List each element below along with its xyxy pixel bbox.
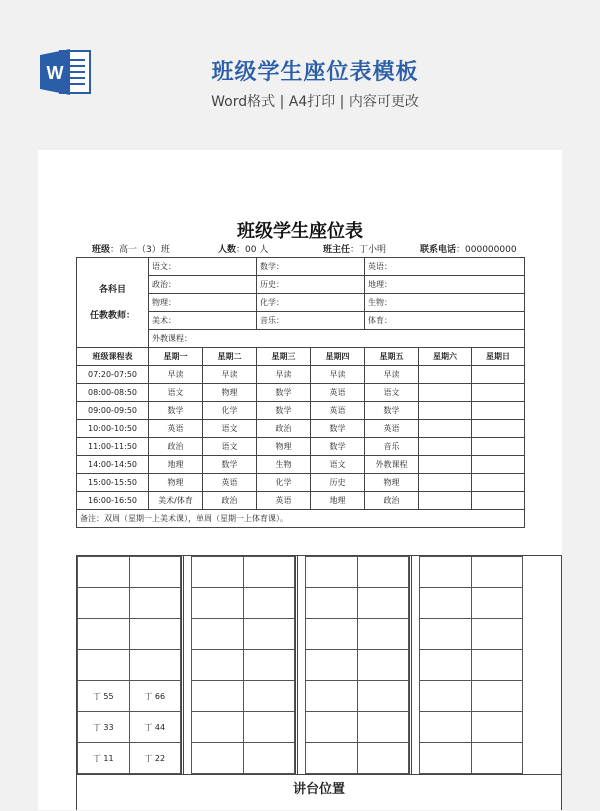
- course-cell[interactable]: [419, 366, 472, 384]
- seat-cell[interactable]: [471, 588, 523, 619]
- course-cell[interactable]: 早读: [311, 366, 365, 384]
- seat-cell[interactable]: [129, 619, 181, 650]
- seat-cell[interactable]: [243, 650, 295, 681]
- course-cell[interactable]: [419, 438, 472, 456]
- page-subtitle: Word格式 | A4打印 | 内容可更改: [211, 94, 419, 110]
- teacher-cell[interactable]: 语文：: [149, 258, 257, 276]
- teacher-cell[interactable]: 英语：: [365, 258, 525, 276]
- seat-cell[interactable]: [357, 619, 409, 650]
- course-cell[interactable]: 数学: [311, 420, 365, 438]
- teachers-side-label: 各科目 任教教师：: [77, 258, 149, 348]
- seat-cell[interactable]: [192, 557, 244, 588]
- seat-cell[interactable]: [306, 588, 358, 619]
- time-slot-cell: 16:00-16:50: [77, 492, 149, 510]
- course-cell[interactable]: [419, 456, 472, 474]
- course-cell[interactable]: 英语: [257, 492, 311, 510]
- seat-cell[interactable]: [129, 650, 181, 681]
- schedule-row: [77, 492, 525, 510]
- schedule-header-cell: 星期六: [419, 348, 472, 366]
- seat-cell[interactable]: [357, 557, 409, 588]
- seat-cell[interactable]: [420, 681, 472, 712]
- course-cell[interactable]: [419, 420, 472, 438]
- course-cell[interactable]: 物理: [365, 474, 419, 492]
- course-cell[interactable]: 政治: [257, 420, 311, 438]
- seat-cell[interactable]: [420, 712, 472, 743]
- teacher-cell[interactable]: 化学：: [257, 294, 365, 312]
- aisle-divider: [181, 556, 184, 774]
- course-cell[interactable]: 数学: [365, 402, 419, 420]
- podium-label: 讲台位置: [77, 774, 561, 811]
- course-cell[interactable]: 音乐: [365, 438, 419, 456]
- seat-cell[interactable]: 丁 11: [78, 743, 130, 774]
- course-cell[interactable]: 数学: [257, 402, 311, 420]
- seat-cell[interactable]: [306, 743, 358, 774]
- teacher-cell[interactable]: 音乐：: [257, 312, 365, 330]
- time-slot-cell: 10:00-10:50: [77, 420, 149, 438]
- schedule-note: 备注：双周（星期一上美术课），单周（星期一上体育课）。: [77, 510, 525, 528]
- course-cell[interactable]: 美术/体育: [149, 492, 203, 510]
- phone-field: 联系电话：000000000: [420, 245, 517, 255]
- seat-cell[interactable]: [306, 557, 358, 588]
- course-cell[interactable]: 数学: [149, 402, 203, 420]
- seat-group-2: [191, 556, 295, 774]
- seat-cell[interactable]: [192, 588, 244, 619]
- seat-cell[interactable]: [243, 681, 295, 712]
- course-cell[interactable]: 英语: [365, 420, 419, 438]
- seat-cell[interactable]: [243, 743, 295, 774]
- time-slot-cell: 14:00-14:50: [77, 456, 149, 474]
- course-cell[interactable]: 语文: [203, 420, 257, 438]
- schedule-header-cell: 班级课程表: [77, 348, 149, 366]
- course-cell[interactable]: 早读: [203, 366, 257, 384]
- seat-group-3: [305, 556, 409, 774]
- seat-cell[interactable]: [471, 650, 523, 681]
- schedule-header-cell: 星期三: [257, 348, 311, 366]
- seat-cell[interactable]: [357, 681, 409, 712]
- svg-text:W: W: [46, 63, 64, 83]
- course-cell[interactable]: 地理: [311, 492, 365, 510]
- teacher-cell[interactable]: 生物：: [365, 294, 525, 312]
- teacher-cell[interactable]: 政治：: [149, 276, 257, 294]
- course-cell[interactable]: 化学: [203, 402, 257, 420]
- seat-cell[interactable]: [420, 557, 472, 588]
- seat-cell[interactable]: [471, 557, 523, 588]
- seat-cell[interactable]: [306, 681, 358, 712]
- seat-cell[interactable]: [78, 557, 130, 588]
- seat-cell[interactable]: [357, 743, 409, 774]
- seat-cell[interactable]: [78, 588, 130, 619]
- aisle-divider: [409, 556, 412, 774]
- teachers-and-schedule-table: [76, 257, 525, 528]
- course-cell[interactable]: [472, 384, 525, 402]
- seat-cell[interactable]: [129, 557, 181, 588]
- class-info-row: [38, 242, 562, 256]
- seat-cell[interactable]: [420, 743, 472, 774]
- course-cell[interactable]: [472, 456, 525, 474]
- document-page: [38, 150, 562, 810]
- time-slot-cell: 09:00-09:50: [77, 402, 149, 420]
- seat-cell[interactable]: [243, 557, 295, 588]
- schedule-header-cell: 星期五: [365, 348, 419, 366]
- seat-cell[interactable]: [420, 588, 472, 619]
- course-cell[interactable]: 英语: [311, 402, 365, 420]
- time-slot-cell: 07:20-07:50: [77, 366, 149, 384]
- course-cell[interactable]: 物理: [257, 438, 311, 456]
- seat-cell[interactable]: [243, 712, 295, 743]
- schedule-header-cell: 星期四: [311, 348, 365, 366]
- document-title: 班级学生座位表: [237, 221, 363, 242]
- seat-cell[interactable]: [306, 650, 358, 681]
- seat-cell[interactable]: [471, 743, 523, 774]
- schedule-row: [77, 366, 525, 384]
- seat-cell[interactable]: 丁 22: [129, 743, 181, 774]
- course-cell[interactable]: 历史: [311, 474, 365, 492]
- seat-cell[interactable]: 丁 33: [78, 712, 130, 743]
- seat-cell[interactable]: [129, 588, 181, 619]
- course-cell[interactable]: [419, 474, 472, 492]
- schedule-row: [77, 402, 525, 420]
- aisle-divider: [295, 556, 298, 774]
- course-cell[interactable]: 英语: [203, 474, 257, 492]
- student-count-field: 人数：00 人: [218, 245, 269, 255]
- course-cell[interactable]: 数学: [311, 438, 365, 456]
- course-cell[interactable]: [472, 492, 525, 510]
- teacher-cell[interactable]: 美术：: [149, 312, 257, 330]
- course-cell[interactable]: [472, 474, 525, 492]
- seat-group-1: [77, 556, 181, 774]
- time-slot-cell: 11:00-11:50: [77, 438, 149, 456]
- seat-cell[interactable]: [420, 619, 472, 650]
- course-cell[interactable]: 英语: [311, 384, 365, 402]
- seat-cell[interactable]: [357, 650, 409, 681]
- head-teacher-field: 班主任：丁小明: [323, 245, 387, 255]
- course-cell[interactable]: 政治: [365, 492, 419, 510]
- schedule-row: [77, 456, 525, 474]
- course-cell[interactable]: 早读: [365, 366, 419, 384]
- course-cell[interactable]: 语文: [149, 384, 203, 402]
- schedule-row: [77, 384, 525, 402]
- schedule-row: [77, 438, 525, 456]
- seat-cell[interactable]: [243, 588, 295, 619]
- teacher-cell[interactable]: 地理：: [365, 276, 525, 294]
- teacher-cell[interactable]: 数学：: [257, 258, 365, 276]
- course-cell[interactable]: 早读: [149, 366, 203, 384]
- schedule-row: [77, 420, 525, 438]
- seat-group-4: [419, 556, 523, 774]
- seat-cell[interactable]: [192, 619, 244, 650]
- time-slot-cell: 15:00-15:50: [77, 474, 149, 492]
- seat-cell[interactable]: [78, 650, 130, 681]
- seat-cell[interactable]: [192, 681, 244, 712]
- schedule-header-cell: 星期二: [203, 348, 257, 366]
- foreign-course-cell[interactable]: 外教课程：: [149, 330, 525, 348]
- seat-cell[interactable]: [357, 588, 409, 619]
- course-cell[interactable]: [419, 492, 472, 510]
- seat-cell[interactable]: [306, 619, 358, 650]
- course-cell[interactable]: [419, 402, 472, 420]
- seat-cell[interactable]: [306, 712, 358, 743]
- course-cell[interactable]: 语文: [311, 456, 365, 474]
- course-cell[interactable]: [472, 402, 525, 420]
- seat-cell[interactable]: [243, 619, 295, 650]
- course-cell[interactable]: 化学: [257, 474, 311, 492]
- course-cell[interactable]: 外教课程: [365, 456, 419, 474]
- time-slot-cell: 08:00-08:50: [77, 384, 149, 402]
- course-cell[interactable]: 语文: [365, 384, 419, 402]
- schedule-header-cell: 星期日: [472, 348, 525, 366]
- schedule-row: [77, 474, 525, 492]
- course-cell[interactable]: 地理: [149, 456, 203, 474]
- teacher-cell[interactable]: 体育：: [365, 312, 525, 330]
- course-cell[interactable]: 政治: [203, 492, 257, 510]
- schedule-table: [77, 348, 525, 510]
- seat-cell[interactable]: 丁 55: [78, 681, 130, 712]
- course-cell[interactable]: 物理: [149, 474, 203, 492]
- seat-cell[interactable]: 丁 66: [129, 681, 181, 712]
- seat-cell[interactable]: [192, 712, 244, 743]
- seating-chart: [76, 555, 562, 810]
- page-title: 班级学生座位表模板: [211, 60, 419, 85]
- seat-cell[interactable]: [357, 712, 409, 743]
- course-cell[interactable]: [472, 366, 525, 384]
- seat-cell[interactable]: [192, 743, 244, 774]
- teacher-cell[interactable]: 物理：: [149, 294, 257, 312]
- course-cell[interactable]: 生物: [257, 456, 311, 474]
- course-cell[interactable]: 政治: [149, 438, 203, 456]
- seat-cell[interactable]: [420, 650, 472, 681]
- seat-cell[interactable]: 丁 44: [129, 712, 181, 743]
- course-cell[interactable]: 英语: [149, 420, 203, 438]
- course-cell[interactable]: 早读: [257, 366, 311, 384]
- seat-cell[interactable]: [78, 619, 130, 650]
- course-cell[interactable]: 数学: [203, 456, 257, 474]
- course-cell[interactable]: [419, 384, 472, 402]
- course-cell[interactable]: [472, 438, 525, 456]
- seat-cell[interactable]: [471, 712, 523, 743]
- teacher-cell[interactable]: 历史：: [257, 276, 365, 294]
- seat-cell[interactable]: [192, 650, 244, 681]
- class-field: 班级：高一（3）班: [92, 245, 170, 255]
- schedule-header-cell: 星期一: [149, 348, 203, 366]
- seat-cell[interactable]: [471, 619, 523, 650]
- course-cell[interactable]: 数学: [257, 384, 311, 402]
- course-cell[interactable]: 语文: [203, 438, 257, 456]
- course-cell[interactable]: [472, 420, 525, 438]
- seat-cell[interactable]: [471, 681, 523, 712]
- course-cell[interactable]: 物理: [203, 384, 257, 402]
